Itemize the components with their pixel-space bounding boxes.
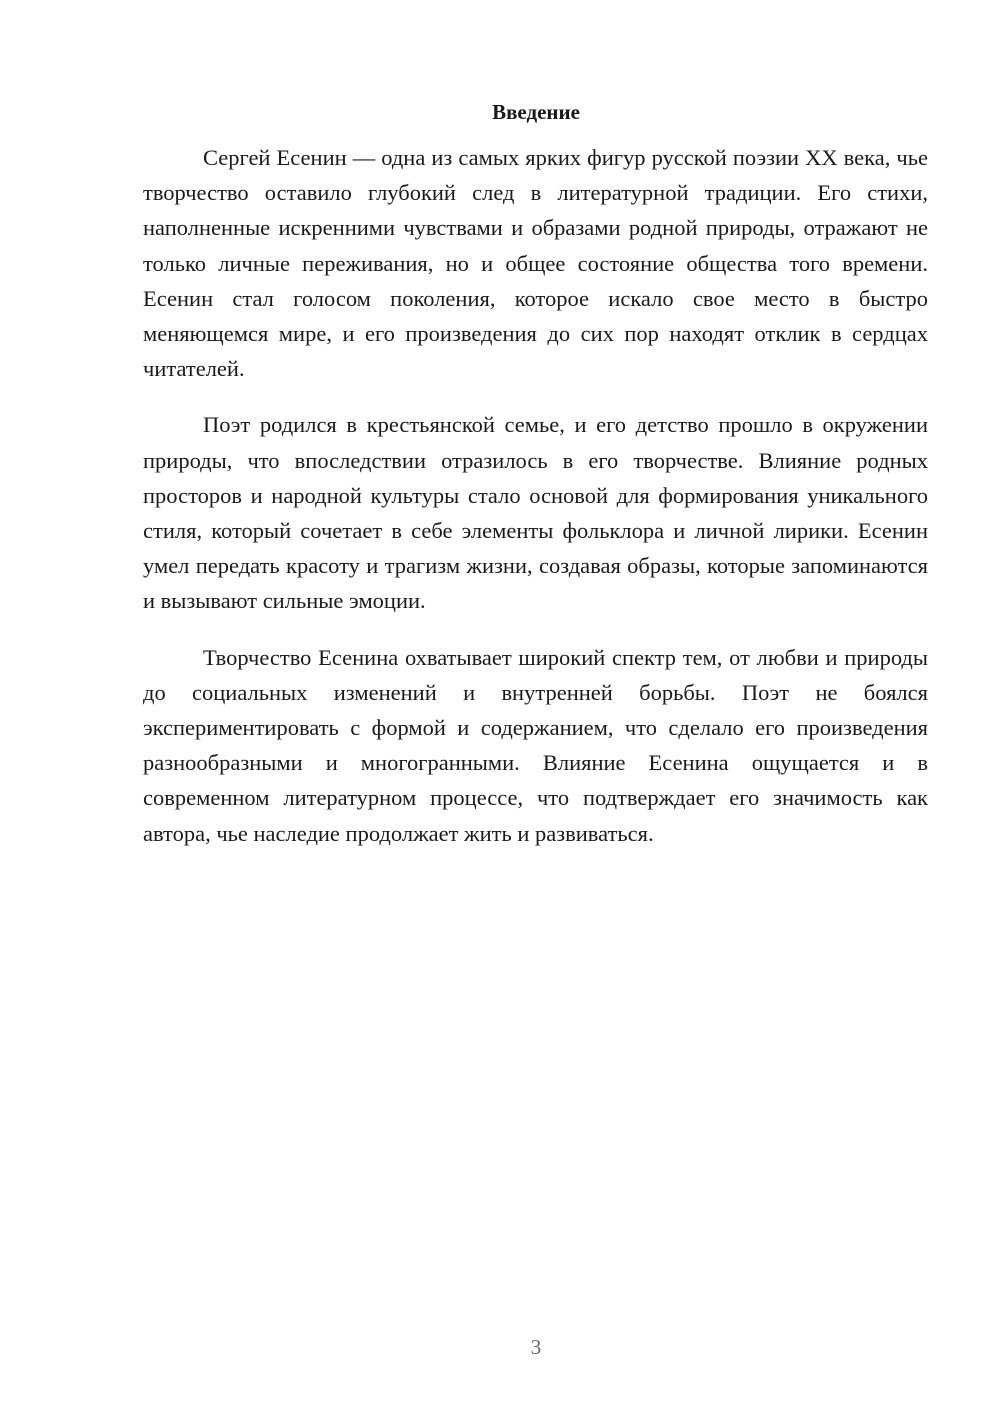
body-text bbox=[143, 140, 928, 872]
page-title: Введение bbox=[492, 100, 580, 124]
paragraph-3: Творчество Есенина охватывает широкий спектр тем, от любви и природы до социальных изменений и внутренней борьбы. Поэт не боялся экспериментировать с формой и содержанием, что сделало его произведения разнообразными и многогранными. Влияние Есенина ощущается и в современном литературном процессе, что подтверждает его значимость как автора, чье наследие продолжает жить и развиваться. bbox=[143, 644, 928, 846]
page-number: 3 bbox=[530, 1335, 542, 1359]
paragraph-2: Поэт родился в крестьянской семье, и его детство прошло в окружении природы, что впоследствии отразилось в его творчестве. Влияние родных просторов и народной культуры стало основой для формирования уникального стиля, который сочетает в себе элементы фольклора и личной лирики. Есенин умел передать красоту и трагизм жизни, создавая образы, которые запоминаются и вызывают сильные эмоции. bbox=[143, 412, 928, 614]
paragraph-1: Сергей Есенин — одна из самых ярких фигур русской поэзии XX века, чье творчество оставило глубокий след в литературной традиции. Его стихи, наполненные искренними чувствами и образами родной природы, отражают не только личные переживания, но и общее состояние общества того времени. Есенин стал голосом поколения, которое искало свое место в быстро меняющемся мире, и его произведения до сих пор находят отклик в сердцах читателей. bbox=[143, 145, 928, 382]
